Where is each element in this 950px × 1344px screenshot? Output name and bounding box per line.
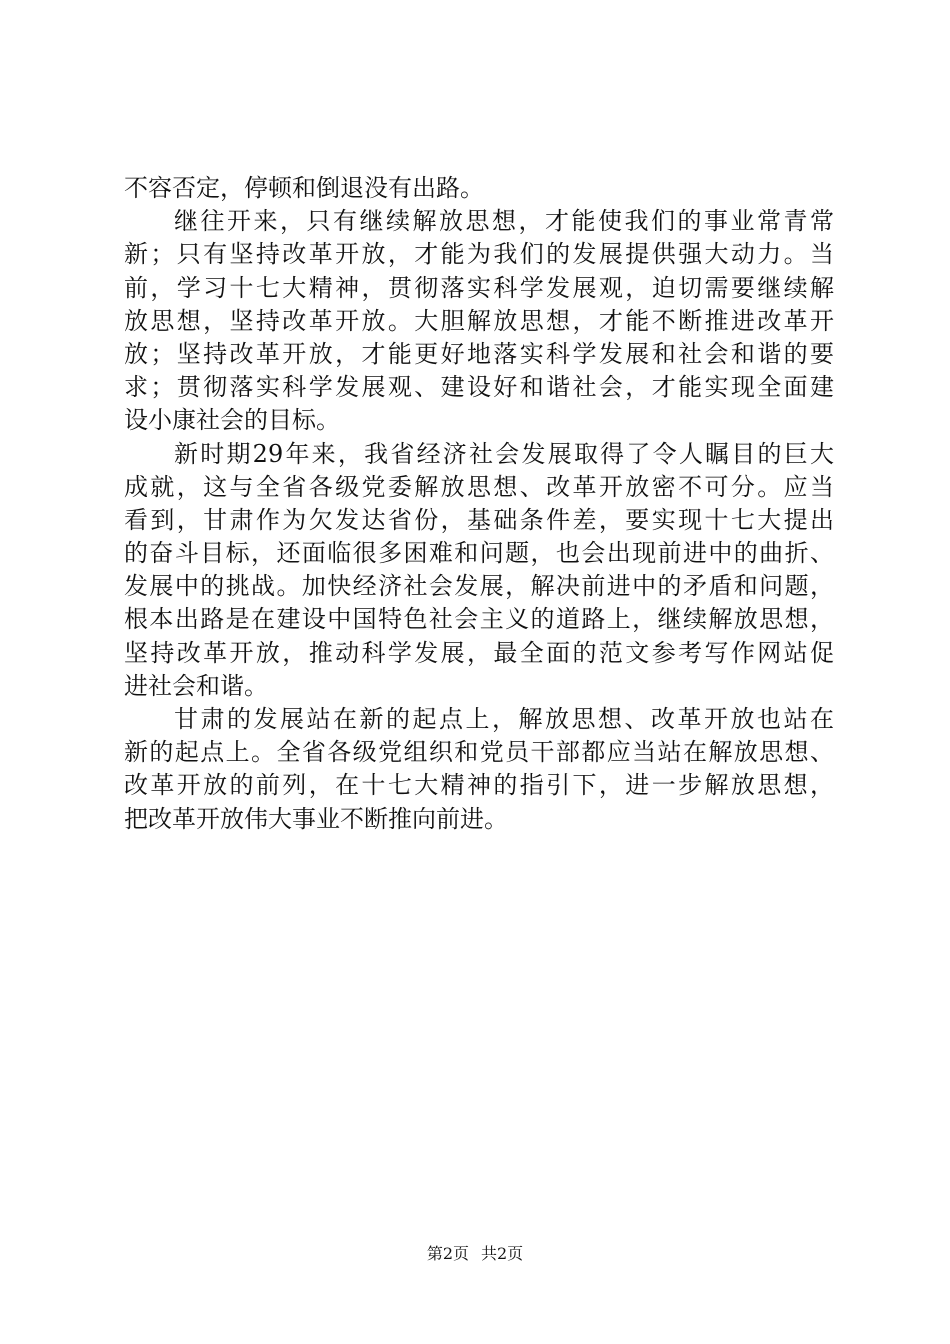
text-line: 求；贯彻落实科学发展观、建设好和谐社会，才能实现全面建 (124, 373, 834, 402)
document-body (124, 172, 834, 836)
text-line: 新；只有坚持改革开放，才能为我们的发展提供强大动力。当 (124, 240, 834, 269)
text-line: 放；坚持改革开放，才能更好地落实科学发展和社会和谐的要 (124, 339, 834, 368)
text-line: 进社会和谐。 (124, 671, 268, 700)
text-line: 改革开放的前列，在十七大精神的指引下，进一步解放思想， (124, 771, 834, 800)
page-number: 第2页 (426, 1244, 469, 1263)
text-line: 继往开来，只有继续解放思想，才能使我们的事业常青常 (174, 207, 834, 236)
text-line: 根本出路是在建设中国特色社会主义的道路上，继续解放思想， (124, 605, 834, 634)
paragraph (124, 438, 834, 704)
text-line: 前，学习十七大精神，贯彻落实科学发展观，迫切需要继续解 (124, 273, 834, 302)
paragraph (124, 205, 834, 437)
text-line: 设小康社会的目标。 (124, 406, 340, 435)
text-line: 不容否定，停顿和倒退没有出路。 (124, 174, 484, 202)
text-line: 坚持改革开放，推动科学发展，最全面的范文参考写作网站促 (124, 638, 834, 667)
text-line: 放思想，坚持改革开放。大胆解放思想，才能不断推进改革开 (124, 306, 834, 335)
text-line: 甘肃的发展站在新的起点上，解放思想、改革开放也站在 (174, 705, 834, 733)
page-footer (0, 1243, 950, 1265)
text-line: 看到，甘肃作为欠发达省份，基础条件差，要实现十七大提出 (124, 505, 834, 534)
text-line: 新的起点上。全省各级党组织和党员干部都应当站在解放思想、 (124, 738, 834, 767)
paragraph (124, 172, 834, 205)
text-line: 把改革开放伟大事业不断推向前进。 (124, 804, 508, 833)
paragraph (124, 703, 834, 836)
text-line: 新时期29年来，我省经济社会发展取得了令人瞩目的巨大 (174, 439, 834, 468)
text-line: 的奋斗目标，还面临很多困难和问题，也会出现前进中的曲折、 (124, 539, 834, 568)
text-line: 发展中的挑战。加快经济社会发展，解决前进中的矛盾和问题， (124, 572, 834, 601)
page-total: 共2页 (481, 1244, 524, 1263)
text-line: 成就，这与全省各级党委解放思想、改革开放密不可分。应当 (124, 472, 834, 501)
